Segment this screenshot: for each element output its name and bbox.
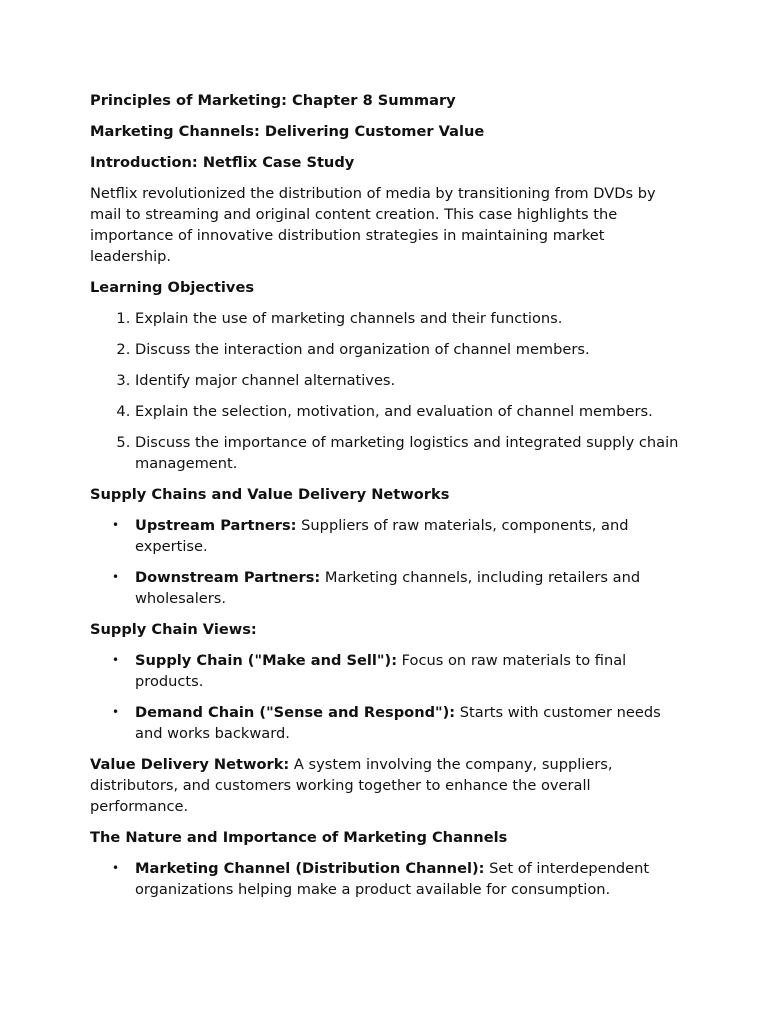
bullet-icon: • bbox=[112, 518, 120, 532]
intro-heading: Introduction: Netflix Case Study bbox=[90, 154, 355, 171]
list-item bbox=[112, 515, 690, 557]
document-body bbox=[90, 90, 690, 910]
list-item bbox=[112, 650, 690, 692]
objective-item: 2. Discuss the interaction and organization of channel members. bbox=[135, 339, 690, 360]
intro-paragraph: Netflix revolutionized the distribution of media by transitioning from DVDs by mail to streaming and original content creation. This case highlights the importance of innovative distribution strategies in maintaining market leadership. bbox=[90, 185, 656, 265]
term: Marketing Channel (Distribution Channel): bbox=[135, 860, 485, 877]
bullet-icon: • bbox=[112, 861, 120, 875]
supply-chains-heading: Supply Chains and Value Delivery Networks bbox=[90, 486, 450, 503]
definition: Marketing channels, including retailers and wholesalers. bbox=[135, 569, 641, 607]
objective-item: 5. Discuss the importance of marketing logistics and integrated supply chain management. bbox=[135, 432, 690, 474]
definition: Suppliers of raw materials, components, and expertise. bbox=[135, 517, 629, 555]
term: Downstream Partners: bbox=[135, 569, 321, 586]
nature-heading: The Nature and Importance of Marketing Channels bbox=[90, 829, 508, 846]
objectives-heading: Learning Objectives bbox=[90, 279, 255, 296]
bullet-icon: • bbox=[112, 705, 120, 719]
views-heading: Supply Chain Views: bbox=[90, 621, 257, 638]
objectives-list bbox=[90, 308, 690, 474]
term: Upstream Partners: bbox=[135, 517, 297, 534]
bullet-icon: • bbox=[112, 570, 120, 584]
value-network-paragraph bbox=[90, 754, 690, 817]
term: Supply Chain ("Make and Sell"): bbox=[135, 652, 398, 669]
definition: A system involving the company, suppliers, distributors, and customers working together to enhance the overall performance. bbox=[90, 756, 613, 815]
supply-chains-list bbox=[90, 515, 690, 609]
chapter-subtitle: Marketing Channels: Delivering Customer Value bbox=[90, 123, 485, 140]
objective-item: 1. Explain the use of marketing channels and their functions. bbox=[135, 308, 690, 329]
objective-item: 3. Identify major channel alternatives. bbox=[135, 370, 690, 391]
bullet-icon: • bbox=[112, 653, 120, 667]
objective-item: 4. Explain the selection, motivation, and evaluation of channel members. bbox=[135, 401, 690, 422]
term: Value Delivery Network: bbox=[90, 756, 290, 773]
list-item bbox=[112, 858, 690, 900]
views-list bbox=[90, 650, 690, 744]
definition: Focus on raw materials to final products. bbox=[135, 652, 627, 690]
definition: Set of interdependent organizations helping make a product available for consumption. bbox=[135, 860, 650, 898]
list-item bbox=[112, 567, 690, 609]
nature-list bbox=[90, 858, 690, 900]
list-item bbox=[112, 702, 690, 744]
term: Demand Chain ("Sense and Respond"): bbox=[135, 704, 456, 721]
definition: Starts with customer needs and works backward. bbox=[135, 704, 661, 742]
document-title: Principles of Marketing: Chapter 8 Summary bbox=[90, 92, 456, 109]
